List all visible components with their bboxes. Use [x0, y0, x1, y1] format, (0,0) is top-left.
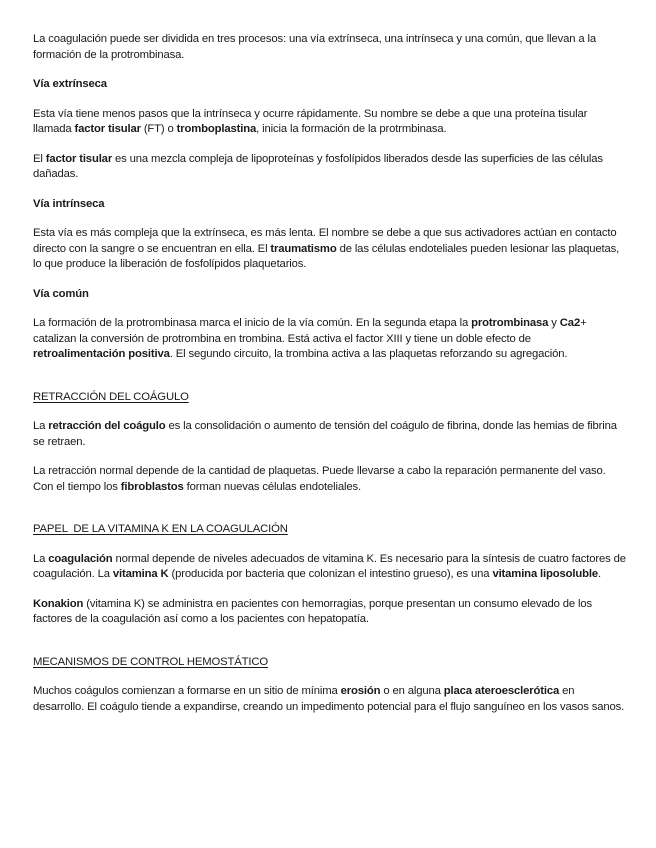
- bold-term: Ca2: [559, 317, 581, 329]
- text-run: + catalizan la conversión de protrombina en trombina. Está activa el factor XIII y tiene un doble efecto de: [33, 317, 587, 345]
- intrinseca-paragraph-1: [33, 226, 626, 273]
- bold-term: factor tisular: [45, 152, 113, 165]
- text-run: La retracción normal depende de la cantidad de plaquetas. Puede llevarse a cabo la reparación permanente del vaso. Con el tiempo los: [33, 465, 606, 493]
- bold-term: vitamina liposoluble: [492, 568, 599, 580]
- text-run: es una mezcla compleja de lipoproteínas y fosfolípidos liberados desde las superficies de las células dañadas.: [33, 152, 603, 180]
- extrinseca-paragraph-1: [33, 107, 626, 138]
- bold-term: fibroblastos: [120, 480, 184, 493]
- text-run: Esta vía tiene menos pasos que la intrínseca y ocurre rápidamente. Su nombre se debe a que una proteína tisular llamada: [33, 107, 588, 135]
- heading-via-extrinseca: Vía extrínseca: [33, 78, 107, 90]
- bold-term: protrombinasa: [471, 317, 549, 329]
- heading-via-comun: Vía común: [33, 287, 89, 300]
- bold-term: factor tisular: [74, 123, 141, 135]
- text-run: , inicia la formación de la protrmbinasa.: [256, 123, 447, 135]
- bold-term: Konakion: [33, 597, 84, 610]
- text-run: es la consolidación o aumento de tensión del coágulo de fibrina, donde las hemias de fibrina se retraen.: [33, 420, 617, 448]
- comun-paragraph-1: [33, 316, 626, 363]
- text-run: . El segundo circuito, la trombina activa a las plaquetas reforzando su agregación.: [169, 348, 568, 360]
- text-run: La: [33, 420, 49, 432]
- vitamina-k-paragraph-1: [33, 552, 626, 583]
- retraccion-paragraph-2: [33, 464, 626, 495]
- vitamina-k-paragraph-2: [33, 597, 626, 628]
- heading-via-intrinseca: Vía intrínseca: [33, 197, 105, 210]
- retraccion-paragraph-1: [33, 419, 626, 450]
- text-run: o en alguna: [380, 685, 444, 697]
- section-title-retraccion: RETRACCIÓN DEL COÁGULO: [33, 390, 189, 403]
- intro-paragraph: La coagulación puede ser dividida en tres procesos: una vía extrínseca, una intrínseca y una común, que llevan a la formación de la protrombinasa.: [33, 33, 597, 61]
- extrinseca-paragraph-2: [33, 152, 626, 183]
- text-run: (FT) o: [140, 123, 177, 135]
- bold-term: retroalimentación positiva: [33, 348, 170, 360]
- text-run: normal depende de niveles adecuados de vitamina K. Es necesario para la síntesis de cuatro factores de coagulación. La: [33, 552, 626, 580]
- text-run: en desarrollo. El coágulo tiende a expandirse, creando un impedimento potencial para el flujo sanguíneo en los vasos sanos.: [33, 685, 625, 713]
- bold-term: retracción del coágulo: [48, 420, 166, 432]
- bold-term: tromboplastina: [176, 123, 257, 135]
- text-run: forman nuevas células endoteliales.: [183, 480, 361, 493]
- bold-term: traumatismo: [270, 242, 337, 255]
- bold-term: erosión: [340, 685, 381, 697]
- text-run: de las células endoteliales pueden lesionar las plaquetas, lo que produce la liberación de fosfolípidos plaquetarios.: [33, 242, 620, 270]
- text-run: (producida por bacteria que colonizan el intestino grueso), es una: [168, 568, 493, 580]
- section-title-vitamina-k: PAPEL DE LA VITAMINA K EN LA COAGULACIÓN: [33, 523, 288, 535]
- text-run: (vitamina K) se administra en pacientes con hemorragias, porque presentan un consumo elevado de los factores de la coagulación así como a los pacientes con hepatopatía.: [33, 597, 592, 625]
- mecanismos-paragraph-1: [33, 684, 626, 715]
- text-run: El: [33, 152, 46, 165]
- text-run: y: [548, 317, 560, 329]
- text-run: Muchos coágulos comienzan a formarse en un sitio de mínima: [33, 685, 341, 697]
- section-title-mecanismos: MECANISMOS DE CONTROL HEMOSTÁTICO: [33, 655, 269, 668]
- bold-term: coagulación: [48, 552, 113, 565]
- bold-term: vitamina K: [112, 568, 169, 580]
- text-run: Esta vía es más compleja que la extrínseca, es más lenta. El nombre se debe a que sus activadores actúan en contacto directo con la sangre o se encuentran en ella. El: [33, 227, 617, 255]
- text-run: La: [33, 552, 49, 565]
- text-run: .: [598, 568, 602, 580]
- text-run: La formación de la protrombinasa marca el inicio de la vía común. En la segunda etapa la: [33, 317, 472, 329]
- bold-term: placa ateroesclerótica: [443, 685, 560, 697]
